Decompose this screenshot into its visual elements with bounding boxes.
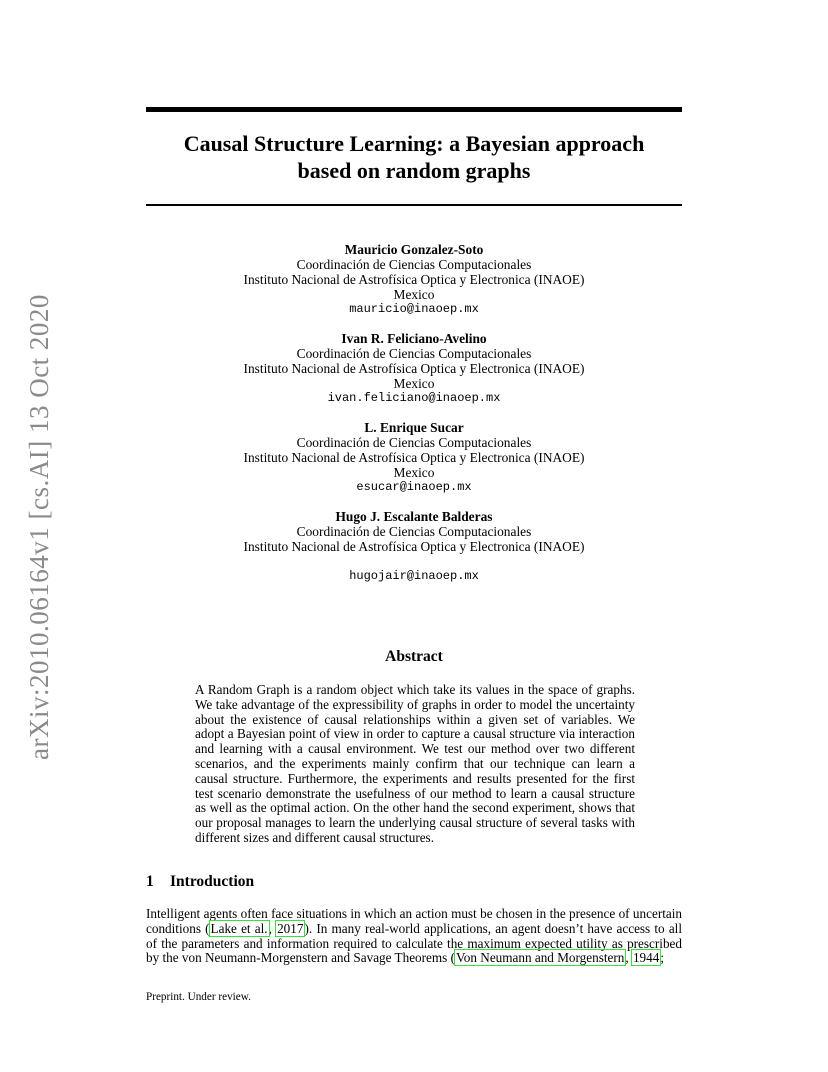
abstract-text: A Random Graph is a random object which take its values in the space of graphs. We take advantage of the expressibility of graphs in order to model the uncertainty about the existence of causal relationships within a given set of variables. We adopt a Bayesian point of view in order to capture a causal structure via interaction and learning with a causal environment. We test our method over two different scenarios, and the experiments mainly confirm that our technique can learn a causal structure. Furthermore, the experiments and results presented for the first test scenario demonstrate the usefulness of our method to learn a causal structure as well as the optimal action. On the other hand the second experiment, shows that our proposal manages to learn the underlying causal structure of several tasks with different sizes and different causal structures. [195, 682, 635, 845]
author-email[interactable]: mauricio@inaoep.mx [349, 302, 479, 316]
author-country: Mexico [393, 287, 435, 302]
author-institute: Instituto Nacional de Astrofísica Optica y Electronica (INAOE) [243, 539, 585, 554]
page-footer: Preprint. Under review. [146, 991, 251, 1003]
intro-paragraph [146, 907, 682, 966]
paper-title [146, 130, 682, 184]
author-country: Mexico [393, 376, 435, 391]
author-name: L. Enrique Sucar [364, 420, 464, 435]
author-affiliation: Coordinación de Ciencias Computacionales [296, 524, 532, 539]
author-email[interactable]: esucar@inaoep.mx [356, 480, 472, 494]
title-bottom-rule [146, 204, 682, 206]
section-heading [146, 873, 254, 891]
author-blank-line [146, 554, 682, 569]
author-entry [146, 509, 682, 584]
author-entry [146, 420, 682, 495]
section-title: Introduction [170, 873, 255, 890]
abstract-heading: Abstract [385, 648, 443, 665]
author-name: Hugo J. Escalante Balderas [335, 509, 493, 524]
title-top-rule [146, 107, 682, 112]
intro-text: ; [660, 950, 664, 966]
title-line-2: based on random graphs [297, 158, 531, 183]
section-number: 1 [146, 873, 154, 890]
author-institute: Instituto Nacional de Astrofísica Optica y Electronica (INAOE) [243, 450, 585, 465]
arxiv-identifier: arXiv:2010.06164v1 [cs.AI] 13 Oct 2020 [24, 294, 54, 760]
author-entry [146, 242, 682, 317]
author-block [146, 242, 682, 598]
author-name: Mauricio Gonzalez-Soto [344, 242, 484, 257]
author-email[interactable]: ivan.feliciano@inaoep.mx [327, 391, 501, 405]
author-email[interactable]: hugojair@inaoep.mx [349, 569, 479, 583]
citation-link[interactable]: Lake et al. [210, 920, 268, 936]
intro-text: , [625, 950, 632, 966]
author-institute: Instituto Nacional de Astrofísica Optica y Electronica (INAOE) [243, 361, 585, 376]
author-entry [146, 331, 682, 406]
intro-text: Intelligent agents often face situations in which an action must be chosen in the presence of uncertain conditions ( [146, 906, 682, 936]
citation-link[interactable]: 1944 [632, 950, 660, 966]
intro-text: ). In many real-world applications, an agent doesn’t have access to all of the parameters and information required to calculate the maximum expected utility as prescribed by the von Neumann-Morgenstern and Savage Theorems ( [146, 920, 683, 966]
author-institute: Instituto Nacional de Astrofísica Optica y Electronica (INAOE) [243, 272, 585, 287]
citation-link[interactable]: 2017 [277, 920, 304, 936]
title-line-1: Causal Structure Learning: a Bayesian approach [183, 131, 645, 156]
author-country: Mexico [393, 465, 435, 480]
author-name: Ivan R. Feliciano-Avelino [341, 331, 487, 346]
author-affiliation: Coordinación de Ciencias Computacionales [296, 346, 532, 361]
intro-text: , [268, 920, 277, 936]
author-affiliation: Coordinación de Ciencias Computacionales [296, 435, 532, 450]
author-affiliation: Coordinación de Ciencias Computacionales [296, 257, 532, 272]
citation-link[interactable]: Von Neumann and Morgenstern [455, 950, 625, 966]
